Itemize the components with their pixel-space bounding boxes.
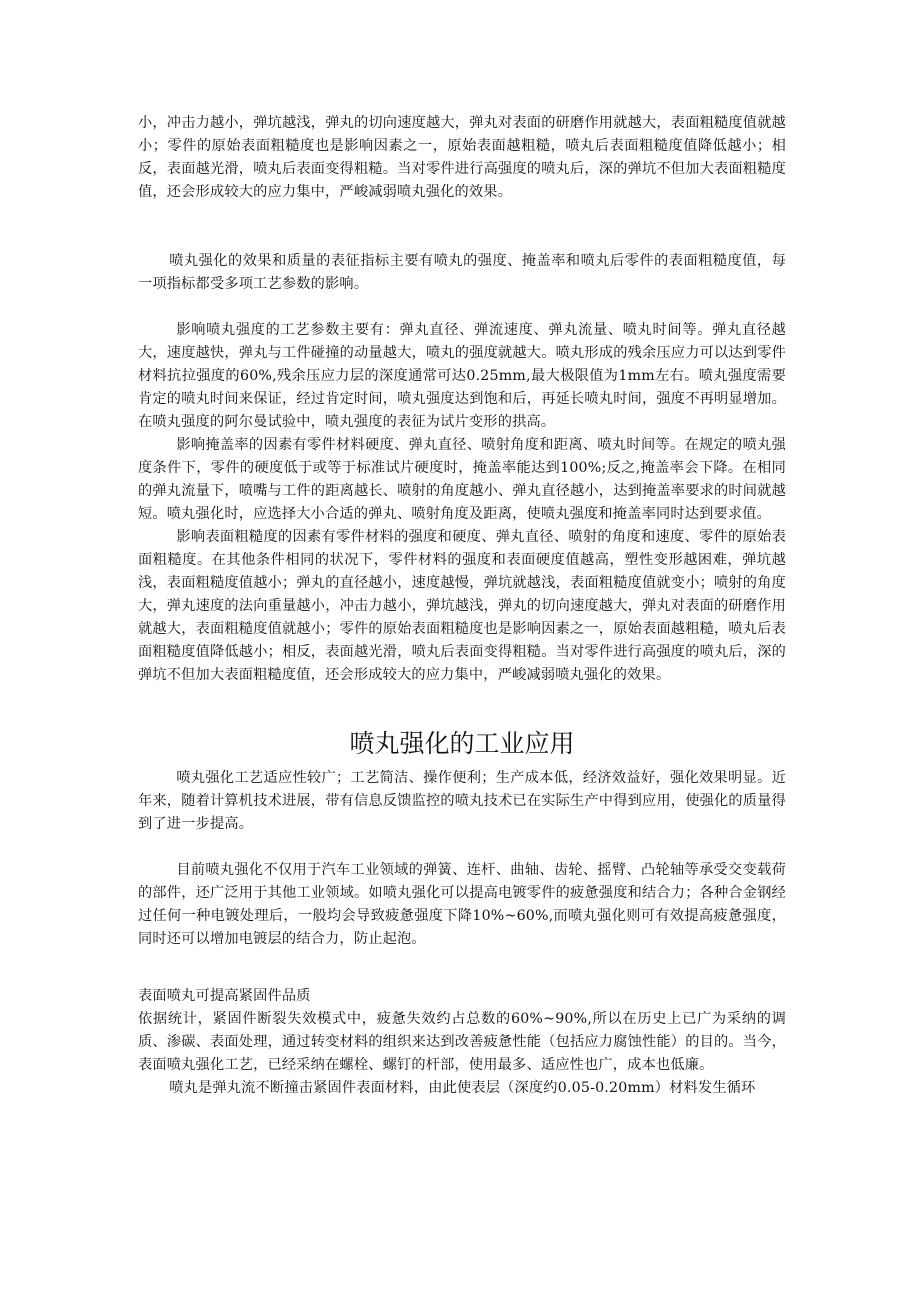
section-title: 喷丸强化的工业应用 xyxy=(349,729,575,758)
paragraph-roughness: 影响表面粗糙度的因素有零件材料的强度和硬度、弹丸直径、喷射的角度和速度、零件的原始表面粗糙度。在其他条件相同的状况下，零件材料的强度和表面硬度值越高，塑性变形越困难，弹坑越浅，表面粗糙度值越小；弹丸的直径越小，速度越慢，弹坑就越浅，表面粗糙度值就变小；喷射的角度大，弹丸速度的法向重量越小，冲击力越小，弹坑越浅，弹丸的切向速度越大，弹丸对表面的研磨作用就越大，表面粗糙度值就越小；零件的原始表面粗糙度也是影响因素之一，原始表面越粗糙，喷丸后表面粗糙度值降低越小；相反，表面越光滑，喷丸后表面变得粗糙。当对零件进行高强度的喷丸后，深的弹坑不但加大表面粗糙度值，还会形成较大的应力集中，严峻减弱喷丸强化的效果。 xyxy=(138,529,786,683)
paragraph-fastener-2: 喷丸是弹丸流不断撞击紧固件表面材料，由此使表层（深度约0.05-0.20mm）材料发生循环 xyxy=(169,1080,756,1096)
paragraph-industry-2: 目前喷丸强化不仅用于汽车工业领域的弹簧、连杆、曲轴、齿轮、摇臂、凸轮轴等承受交变载荷的部件，还广泛用于其他工业领域。如喷丸强化可以提高电镀零件的疲惫强度和结合力；各种合金钢经过任何一种电镀处理后，一般均会导致疲惫强度下降10%~60%,而喷丸强化则可有效提高疲惫强度，同时还可以增加电镀层的结合力，防止起泡。 xyxy=(138,862,786,947)
paragraph-fastener-1: 依据统计，紧固件断裂失效模式中，疲惫失效约占总数的60%~90%,所以在历史上已广为采纳的调质、渗碳、表面处理，通过转变材料的组织来达到改善疲惫性能（包括应力腐蚀性能）的目的。当今，表面喷丸强化工艺，已经采纳在螺栓、螺钉的杆部，使用最多、适应性也广，成本也低廉。 xyxy=(138,1011,786,1073)
subheading: 表面喷丸可提高紧固件品质 xyxy=(138,988,311,1004)
text-column xyxy=(138,112,786,1100)
paragraph-coverage: 影响掩盖率的因素有零件材料硬度、弹丸直径、喷射角度和距离、喷丸时间等。在规定的喷丸强度条件下，零件的硬度低于或等于标准试片硬度时，掩盖率能达到100%;反之,掩盖率会下降。在相同的弹丸流量下，喷嘴与工件的距离越长、喷射的角度越小、弹丸直径越小，达到掩盖率要求的时间就越短。喷丸强化时，应选择大小合适的弹丸、喷射角度及距离，使喷丸强度和掩盖率同时达到要求值。 xyxy=(138,437,786,522)
paragraph-industry-1: 喷丸强化工艺适应性较广；工艺简洁、操作便利；生产成本低，经济效益好，强化效果明显。近年来，随着计算机技术进展，带有信息反馈监控的喷丸技术已在实际生产中得到应用，使强化的质量得到了进一步提高。 xyxy=(138,770,786,832)
paragraph-effect: 喷丸强化的效果和质量的表征指标主要有喷丸的强度、掩盖率和喷丸后零件的表面粗糙度值，每一项指标都受多项工艺参数的影响。 xyxy=(138,253,786,292)
paragraph-intensity: 影响喷丸强度的工艺参数主要有：弹丸直径、弹流速度、弹丸流量、喷丸时间等。弹丸直径越大，速度越快，弹丸与工件碰撞的动量越大，喷丸的强度就越大。喷丸形成的残余压应力可以达到零件材料抗拉强度的60%,残余压应力层的深度通常可达0.25mm,最大极限值为1mm左右。喷丸强度需要肯定的喷丸时间来保证，经过肯定时间，喷丸强度达到饱和后，再延长喷丸时间，强度不再明显增加。在喷丸强度的阿尔曼试验中，喷丸强度的表征为试片变形的拱高。 xyxy=(138,322,786,430)
paragraph-intro: 小，冲击力越小，弹坑越浅，弹丸的切向速度越大，弹丸对表面的研磨作用就越大，表面粗糙度值就越小；零件的原始表面粗糙度也是影响因素之一，原始表面越粗糙，喷丸后表面粗糙度值降低越小；相反，表面越光滑，喷丸后表面变得粗糙。当对零件进行高强度的喷丸后，深的弹坑不但加大表面粗糙度值，还会形成较大的应力集中，严峻减弱喷丸强化的效果。 xyxy=(138,115,786,200)
